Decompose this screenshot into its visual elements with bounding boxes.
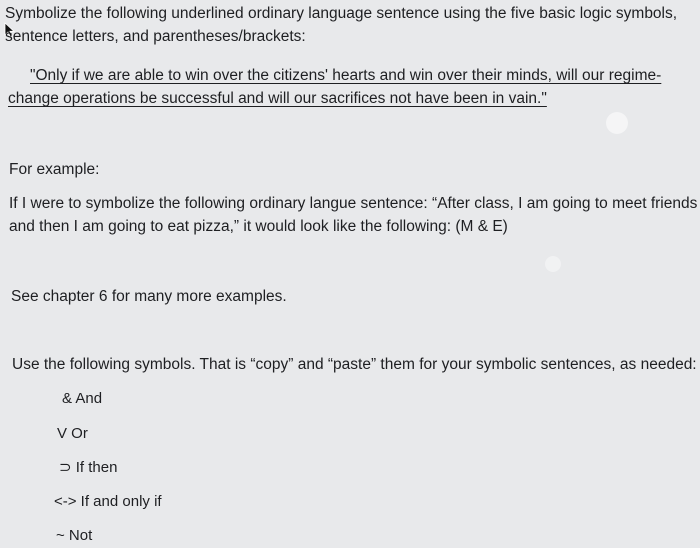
symbol-not[interactable]: ~ Not (56, 527, 93, 544)
screen-glare-spot (545, 256, 561, 272)
symbol-if-then[interactable]: ⊃ If then (59, 459, 118, 476)
symbols-instruction: Use the following symbols. That is “copy” and “paste” them for your symbolic sentences, as needed: (12, 356, 697, 373)
screen-glare-spot (606, 112, 628, 134)
example-text-line-1: If I were to symbolize the following ordinary langue sentence: “After class, I am going to meet friends (9, 195, 698, 212)
symbol-or[interactable]: V Or (57, 425, 88, 442)
instruction-line-1: Symbolize the following underlined ordinary language sentence using the five basic logic symbols, (5, 5, 678, 22)
example-text-line-2: and then I am going to eat pizza,” it would look like the following: (M & E) (9, 218, 508, 235)
underlined-sentence-line-2: change operations be successful and will our sacrifices not have been in vain." (8, 90, 547, 107)
chapter-reference: See chapter 6 for many more examples. (11, 288, 287, 305)
instruction-line-2: sentence letters, and parentheses/brackets: (5, 28, 306, 45)
symbol-if-and-only-if[interactable]: <-> If and only if (54, 493, 162, 510)
symbol-and[interactable]: & And (62, 390, 103, 407)
underlined-sentence-line-1: "Only if we are able to win over the citizens' hearts and win over their minds, will our regime- (30, 67, 662, 84)
example-heading: For example: (9, 161, 100, 178)
